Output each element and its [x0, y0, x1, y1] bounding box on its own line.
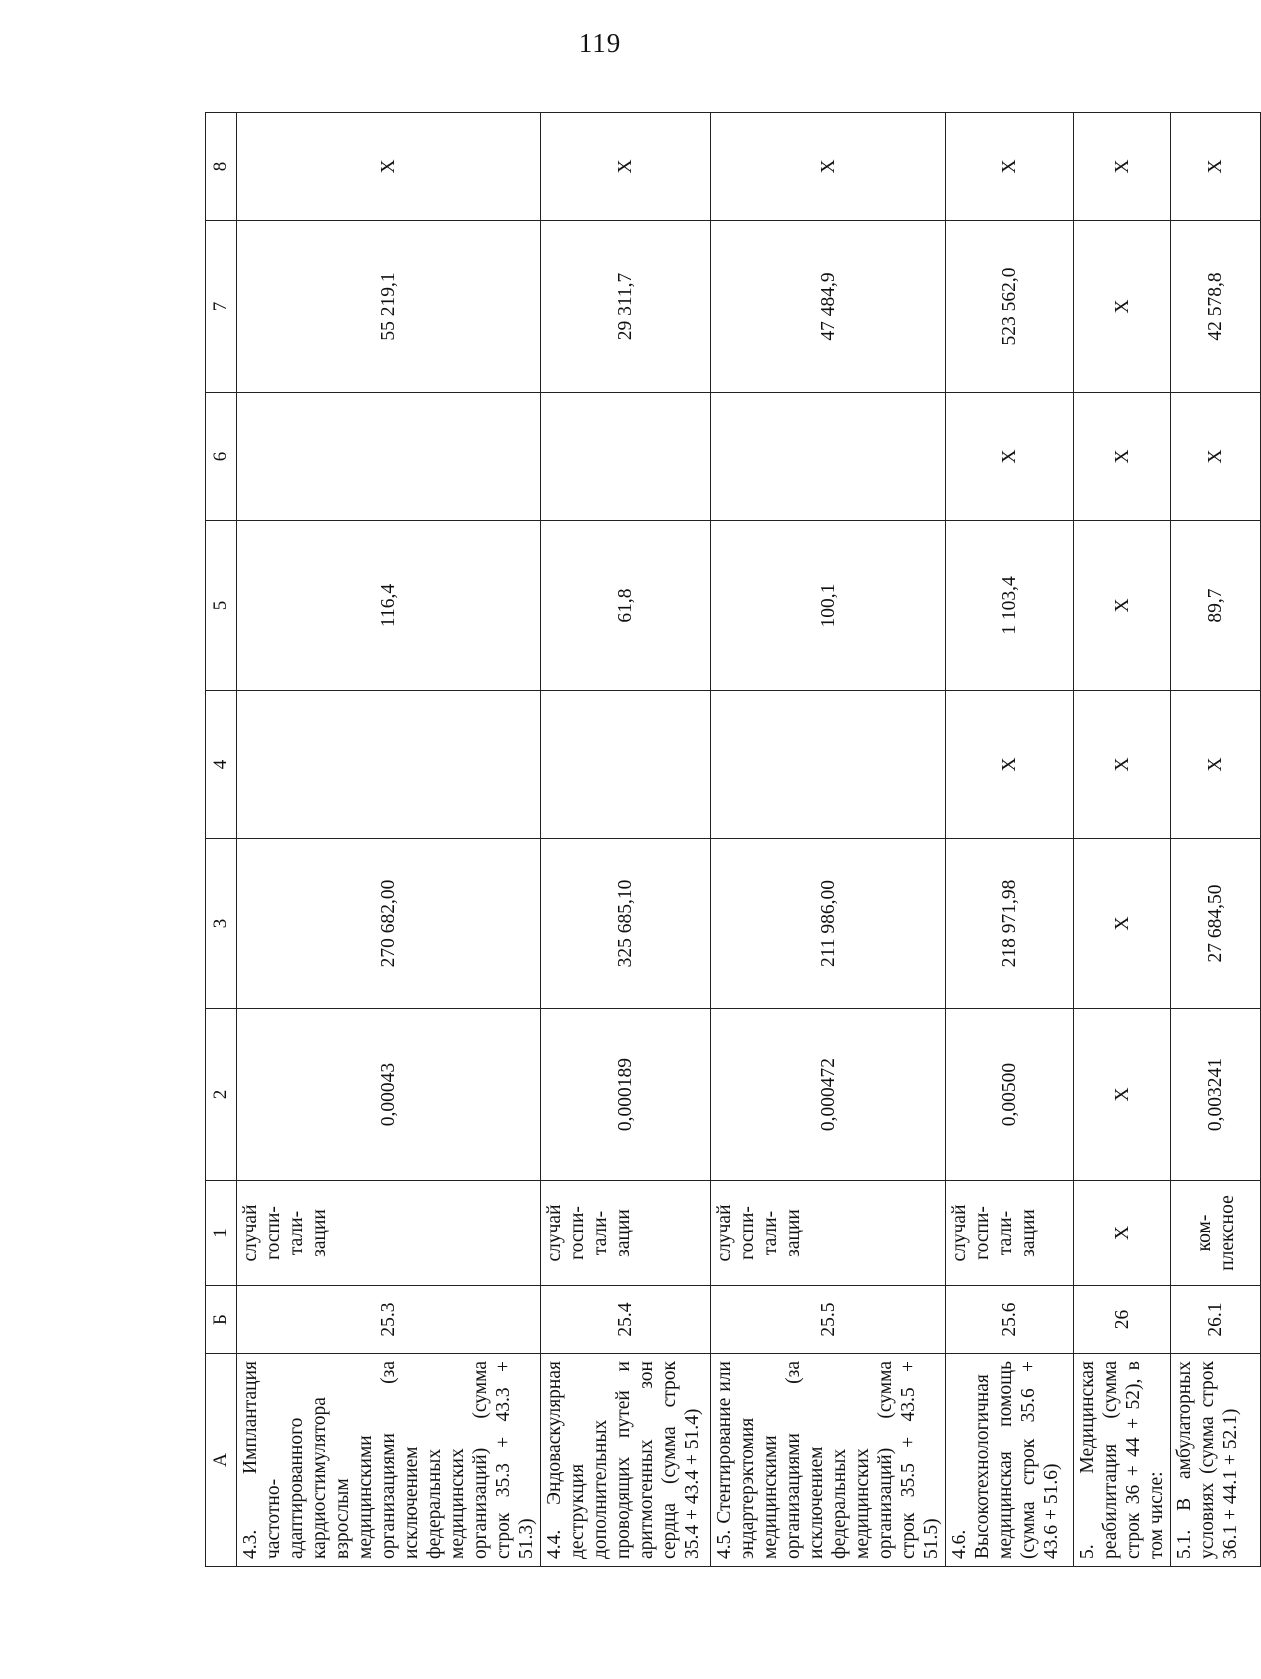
cell-col-4: X: [1074, 691, 1171, 839]
row-code: 25.3: [237, 1286, 541, 1354]
cell-col-4: X: [1171, 691, 1261, 839]
row-unit: X: [1074, 1181, 1171, 1286]
column-header: 7: [206, 221, 237, 393]
cell-col-4: X: [946, 691, 1074, 839]
row-code: 25.6: [946, 1286, 1074, 1354]
row-unit: случай госпи- тали- зации: [237, 1181, 541, 1286]
cell-col-5: 89,7: [1171, 521, 1261, 691]
column-header: 3: [206, 839, 237, 1009]
column-header: 2: [206, 1009, 237, 1181]
cell-col-4: [711, 691, 946, 839]
cell-col-8: X: [1074, 113, 1171, 221]
table-row: [541, 113, 711, 1567]
column-header: 5: [206, 521, 237, 691]
cell-col-8: X: [711, 113, 946, 221]
column-header: Б: [206, 1286, 237, 1354]
cell-col-6: [237, 393, 541, 521]
rotated-table-container: [205, 113, 1241, 1567]
cell-col-5: X: [1074, 521, 1171, 691]
cell-col-4: [237, 691, 541, 839]
row-name: 4.4. Эндоваскулярная деструкция дополнительных проводящих путей и аритмогенных зон сердца (сумма строк 35.4 + 43.4 + 51.4): [541, 1354, 711, 1567]
table-row: [237, 113, 541, 1567]
cell-col-8: X: [1171, 113, 1261, 221]
cell-col-6: X: [1171, 393, 1261, 521]
cell-col-2: X: [1074, 1009, 1171, 1181]
column-header: 1: [206, 1181, 237, 1286]
row-code: 26.1: [1171, 1286, 1261, 1354]
cell-col-3: 270 682,00: [237, 839, 541, 1009]
cell-col-6: [541, 393, 711, 521]
cell-col-7: X: [1074, 221, 1171, 393]
table-row: [711, 113, 946, 1567]
cell-col-4: [541, 691, 711, 839]
row-name: 4.5. Стентирование или эндартерэктомия медицинскими организациями (за исключением федеральных медицинских организаций) (сумма строк 35.5 + 43.5 + 51.5): [711, 1354, 946, 1567]
cell-col-3: X: [1074, 839, 1171, 1009]
row-unit: случай госпи- тали- зации: [946, 1181, 1074, 1286]
cell-col-6: X: [1074, 393, 1171, 521]
page-number: 119: [578, 28, 622, 58]
cell-col-7: 29 311,7: [541, 221, 711, 393]
cell-col-8: X: [946, 113, 1074, 221]
cell-col-7: 55 219,1: [237, 221, 541, 393]
table-row: [946, 113, 1074, 1567]
table-row: [1074, 113, 1171, 1567]
row-code: 25.4: [541, 1286, 711, 1354]
row-unit: ком- плексное: [1171, 1181, 1261, 1286]
row-name: 5.1. В амбулаторных условиях (сумма строк 36.1 + 44.1 + 52.1): [1171, 1354, 1261, 1567]
cell-col-2: 0,000472: [711, 1009, 946, 1181]
cell-col-7: 523 562,0: [946, 221, 1074, 393]
row-code: 26: [1074, 1286, 1171, 1354]
row-unit: случай госпи- тали- зации: [541, 1181, 711, 1286]
cell-col-2: 0,003241: [1171, 1009, 1261, 1181]
cell-col-5: 100,1: [711, 521, 946, 691]
cell-col-3: 218 971,98: [946, 839, 1074, 1009]
cell-col-2: 0,000189: [541, 1009, 711, 1181]
cell-col-8: X: [237, 113, 541, 221]
cell-col-6: X: [946, 393, 1074, 521]
row-name: 5. Медицинская реабилитация (сумма строк 36 + 44 + 52), в том числе:: [1074, 1354, 1171, 1567]
column-header: 4: [206, 691, 237, 839]
row-code: 25.5: [711, 1286, 946, 1354]
cell-col-5: 1 103,4: [946, 521, 1074, 691]
cell-col-7: 42 578,8: [1171, 221, 1261, 393]
cell-col-3: 325 685,10: [541, 839, 711, 1009]
column-header: А: [206, 1354, 237, 1567]
row-name: 4.6. Высокотехнологичная медицинская помощь (сумма строк 35.6 + 43.6 + 51.6): [946, 1354, 1074, 1567]
data-table: [205, 112, 1261, 1567]
cell-col-7: 47 484,9: [711, 221, 946, 393]
table-header-row: [206, 113, 237, 1567]
cell-col-3: 211 986,00: [711, 839, 946, 1009]
row-name: 4.3. Имплантация частотно-адаптированного кардиостимулятора взрослым медицинскими организациями (за исключением федеральных медицинских организаций) (сумма строк 35.3 + 43.3 + 51.3): [237, 1354, 541, 1567]
cell-col-2: 0,00043: [237, 1009, 541, 1181]
column-header: 6: [206, 393, 237, 521]
cell-col-2: 0,00500: [946, 1009, 1074, 1181]
cell-col-3: 27 684,50: [1171, 839, 1261, 1009]
column-header: 8: [206, 113, 237, 221]
row-unit: случай госпи- тали- зации: [711, 1181, 946, 1286]
table-row: [1171, 113, 1261, 1567]
cell-col-8: X: [541, 113, 711, 221]
cell-col-6: [711, 393, 946, 521]
cell-col-5: 116,4: [237, 521, 541, 691]
cell-col-5: 61,8: [541, 521, 711, 691]
